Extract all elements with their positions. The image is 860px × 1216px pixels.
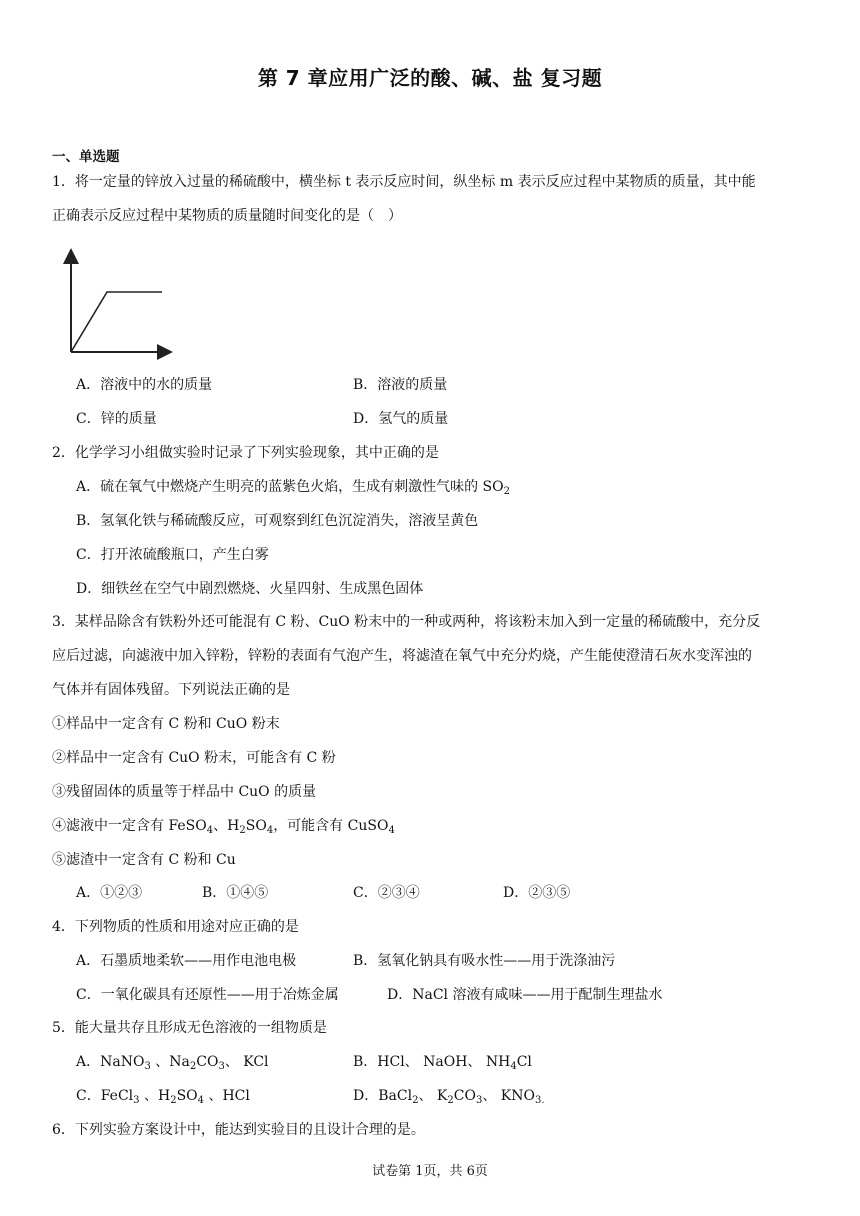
q4-option-d: D．NaCl 溶液有咸味——用于配制生理盐水: [387, 987, 663, 1003]
subscript: 2: [412, 1095, 419, 1106]
subscript: 4: [206, 825, 214, 836]
subscript: 4: [510, 1061, 517, 1072]
text: C．FeCl: [76, 1088, 134, 1104]
q3-option-c: C．②③④: [353, 885, 420, 901]
text: 、 KCl: [224, 1054, 269, 1070]
subscript: 2: [170, 1095, 177, 1106]
q1-option-d: D．氢气的质量: [353, 411, 449, 427]
subscript: 3: [133, 1095, 140, 1106]
q5-option-d: [353, 1086, 545, 1106]
q6-stem: 6．下列实验方案设计中，能达到实验目的且设计合理的是。: [52, 1122, 425, 1138]
q1-graph: [60, 248, 175, 360]
q5-option-b: [353, 1052, 532, 1072]
text: 、HCl: [204, 1088, 250, 1104]
q1-stem-line1: 1．将一定量的锌放入过量的稀硫酸中，横坐标 t 表示反应时间，纵坐标 m 表示反应过程中某物质的质量，其中能: [52, 174, 756, 190]
subscript: 4: [197, 1095, 205, 1106]
text: Cl: [516, 1054, 532, 1070]
text: B．HCl、 NaOH、 NH: [353, 1054, 511, 1070]
q4-stem: 4．下列物质的性质和用途对应正确的是: [52, 919, 299, 935]
q5-stem: 5．能大量共存且形成无色溶液的一组物质是: [52, 1020, 327, 1036]
text: 、 K: [418, 1088, 448, 1104]
text: 、H: [213, 818, 240, 834]
q2-option-d: D．细铁丝在空气中剧烈燃烧、火星四射、生成黑色固体: [76, 581, 424, 597]
subscript: 2: [503, 486, 511, 497]
subscript: 2: [189, 1061, 197, 1072]
q4-option-c: C．一氧化碳具有还原性——用于冶炼金属: [76, 987, 339, 1003]
q3-statement-3: ③残留固体的质量等于样品中 CuO 的质量: [52, 784, 317, 800]
text: ，可能含有 CuSO: [273, 818, 389, 834]
text: SO: [176, 1088, 198, 1104]
q3-statement-5: ⑤滤渣中一定含有 C 粉和 Cu: [52, 852, 236, 868]
q3-option-a: A．①②③: [76, 885, 143, 901]
text: CO: [196, 1054, 219, 1070]
q3-stem-line3: 气体并有固体残留。下列说法正确的是: [52, 682, 290, 698]
subscript: 3: [218, 1061, 225, 1072]
q4-option-b: B．氢氧化钠具有吸水性——用于洗涤油污: [353, 953, 616, 969]
q3-option-b: B．①④⑤: [202, 885, 269, 901]
q4-option-a: A．石墨质地柔软——用作电池电极: [76, 953, 297, 969]
subscript: 2: [239, 825, 246, 836]
subscript: 4: [388, 825, 395, 836]
q1-stem-line2: 正确表示反应过程中某物质的质量随时间变化的是（ ）: [52, 208, 402, 224]
q3-stem-line1: 3．某样品除含有铁粉外还可能混有 C 粉、CuO 粉末中的一种或两种，将该粉末加入到一定量的稀硫酸中，充分反: [52, 614, 761, 630]
subscript: 3: [475, 1095, 483, 1106]
q2-option-a: [76, 477, 510, 497]
text: 、Na: [150, 1054, 190, 1070]
q3-statement-4: [52, 816, 395, 836]
q1-option-a: A．溶液中的水的质量: [76, 377, 213, 393]
q1-option-b: B．溶液的质量: [353, 377, 448, 393]
q2-option-c: C．打开浓硫酸瓶口，产生白雾: [76, 547, 269, 563]
text: ④滤液中一定含有 FeSO: [52, 818, 207, 834]
graph-curve: [71, 292, 162, 352]
q3-stem-line2: 应后过滤，向滤液中加入锌粉，锌粉的表面有气泡产生，将滤渣在氧气中充分灼烧，产生能使澄清石灰水变浑浊的: [52, 648, 752, 664]
q5-option-a: [76, 1052, 269, 1072]
q1-option-c: C．锌的质量: [76, 411, 157, 427]
q3-statement-1: ①样品中一定含有 C 粉和 CuO 粉末: [52, 716, 280, 732]
subscript: 4: [266, 825, 274, 836]
text: A．NaNO: [76, 1054, 145, 1070]
subscript: 2: [447, 1095, 454, 1106]
subscript: 3.: [534, 1095, 545, 1106]
q5-option-c: [76, 1086, 250, 1106]
q2-stem: 2．化学学习小组做实验时记录了下列实验现象，其中正确的是: [52, 445, 439, 461]
text: CO: [453, 1088, 476, 1104]
section-heading: 一、单选题: [52, 149, 120, 165]
text: SO: [245, 818, 267, 834]
q3-option-d: D．②③⑤: [503, 885, 571, 901]
text: 、H: [139, 1088, 171, 1104]
q3-statement-2: ②样品中一定含有 CuO 粉末，可能含有 C 粉: [52, 750, 336, 766]
q2-option-b: B．氢氧化铁与稀硫酸反应，可观察到红色沉淀消失，溶液呈黄色: [76, 513, 479, 529]
subscript: 3: [144, 1061, 151, 1072]
q2-option-a-text: A．硫在氧气中燃烧产生明亮的蓝紫色火焰，生成有刺激性气味的 SO: [76, 479, 504, 495]
page-title: 第 7 章应用广泛的酸、碱、盐 复习题: [257, 66, 603, 90]
text: D．BaCl: [353, 1088, 413, 1104]
page-footer: 试卷第 1页，共 6页: [372, 1164, 488, 1179]
text: 、 KNO: [482, 1088, 535, 1104]
